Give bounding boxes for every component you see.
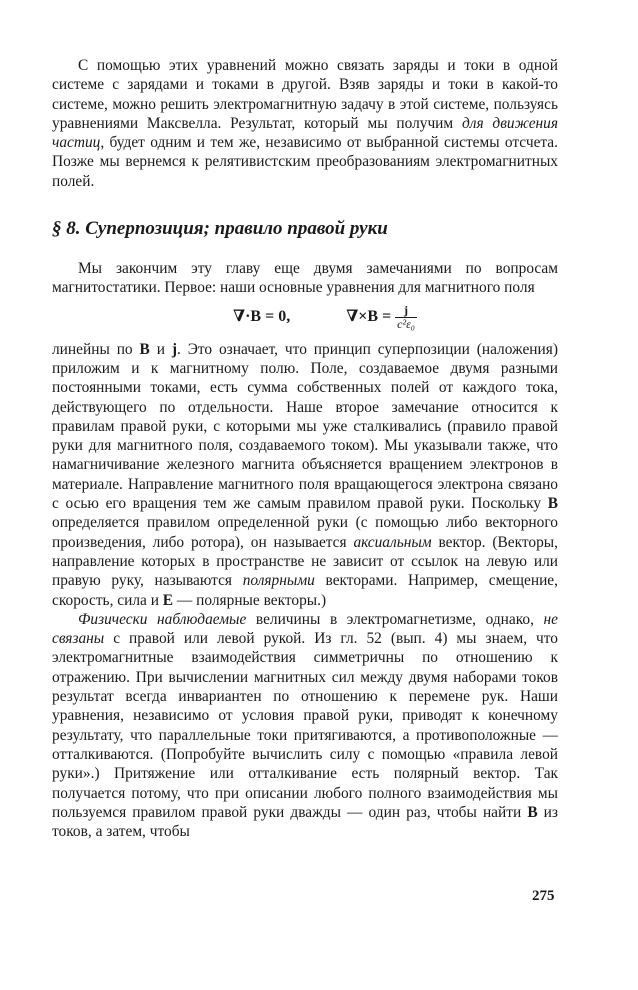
text-run: с правой или левой рукой. Из гл. 52 (вып. 4) мы знаем, что электромагнитные взаимодействия симметричны по отношению к отражению. При вычислении магнитных сил между двумя наборами токов результат всегда инвариантен по отношению к перемене рук. Наши уравнения, независимо от условия правой руки, приводят к конечному результату, что параллельные токи притягиваются, а противоположные — отталкиваются. (Попробуйте вычислить силу с помощью «правила левой руки».) Притяжение или отталкивание есть полярный вектор. Так получается потому, что при описании любого полного взаимодействия мы пользуемся правилом правой руки дважды — один раз, чтобы найти (52, 630, 558, 821)
formula-div-b: ∇·B = 0, (233, 307, 291, 325)
bold-symbol: B (139, 340, 150, 358)
text-run: определяется правилом определенной руки (с помощью либо векторного произведения, либо ротора), он называется (52, 514, 558, 551)
page-body (52, 56, 558, 841)
bold-symbol: E (162, 591, 174, 609)
text-run: величины в электромагнетизме, однако, (246, 610, 544, 628)
italic-run: не связаны (52, 610, 558, 648)
bold-symbol: B (527, 803, 538, 821)
paragraph-magnetostatics: Мы закончим эту главу еще двумя замечаниями по вопросам магнитостатики. Первое: наши основные уравнения для магнитного поля (52, 260, 558, 297)
paragraph-intro (52, 56, 558, 191)
text-run: , будет одним и тем же, независимо от выбранной системы отсчета. Позже мы вернемся к релятивистским преобразованиям электромагнитных полей. (52, 134, 558, 190)
italic-run: для движения частиц (52, 114, 559, 152)
formula-fraction (395, 304, 417, 331)
paragraph-observables (52, 610, 558, 842)
text-run: . Это означает, что принцип суперпозиции (наложения) приложим и к магнитному полю. Поле, создаваемое двумя разными постоянными токами, есть сумма собственных полей от каждого тока, действующего по отдельности. Наше второе замечание относится к правилам правой руки, с которыми мы уже сталкивались (правило правой руки для магнитного поля, создаваемого током). Мы указывали также, что намагничивание железного магнита объясняется вращением электронов в материале. Направление магнитного поля вращающегося электрона связано с осью его вращения тем же самым правилом правой руки. Поскольку (52, 340, 558, 513)
text-run: и (149, 340, 172, 358)
text-run: из токов, а затем, чтобы (52, 803, 558, 841)
formula-curl-b: ∇×B = (346, 307, 392, 325)
italic-run: аксиальным (353, 533, 432, 551)
paragraph-superposition (52, 340, 558, 610)
text-run: вектор. (Векторы, направление которых в пространстве не зависит от ссылок на левую или правую руку, называются (52, 533, 558, 590)
text-run: — полярные векторы.) (173, 591, 327, 609)
bold-symbol: j (171, 340, 177, 358)
formula-magnetostatics (52, 302, 558, 332)
text-run: линейны по (52, 340, 140, 358)
text-run: С помощью этих уравнений можно связать заряды и токи в одной системе с зарядами и токами в другой. Взяв заряды и токи в какой-то системе, можно решить электромагнитную задачу в этой системе, пользуясь уравнениями Максвелла. Результат, который мы получим (52, 57, 558, 132)
italic-run: Физически наблюдаемые (78, 610, 247, 628)
fraction-denominator: c²ε₀ (397, 316, 415, 331)
bold-symbol: B (547, 495, 558, 513)
section-title: § 8. Суперпозиция; правило правой руки (52, 218, 388, 240)
fraction-numerator: j (395, 304, 417, 318)
text-run: векторами. Например, смещение, скорость, сила и (52, 572, 558, 609)
page-number: 275 (532, 888, 555, 904)
italic-run: полярными (242, 572, 315, 590)
